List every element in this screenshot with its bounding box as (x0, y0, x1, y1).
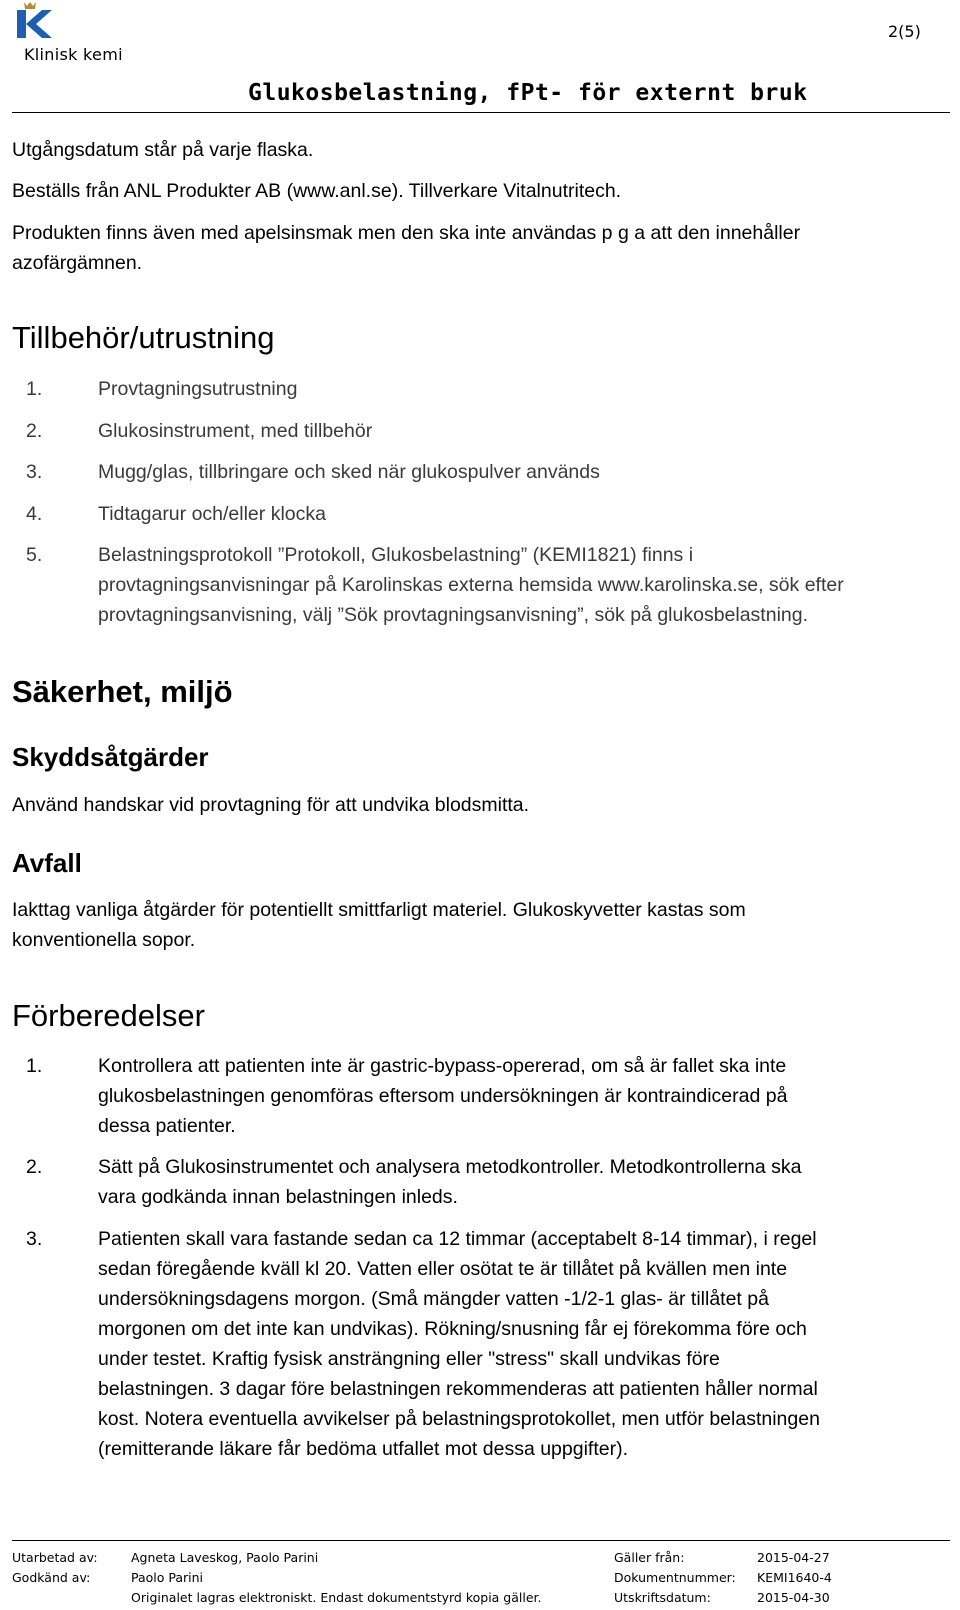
protection-heading: Skyddsåtgärder (12, 742, 209, 772)
preparation-item-line: morgonen om det inte kan undvikas). Rökning/snusning får ej förekomma före och (98, 1318, 807, 1340)
preparation-item-line: dessa patienter. (98, 1115, 236, 1137)
equipment-item: Tidtagarur och/eller klocka (98, 503, 326, 525)
equipment-item: Belastningsprotokoll ”Protokoll, Glukosbelastning” (KEMI1821) finns i (98, 544, 694, 566)
preparation-item-num: 3. (26, 1228, 43, 1250)
equipment-item-line: provtagningsanvisningar på Karolinskas externa hemsida www.karolinska.se, sök efter (98, 574, 844, 596)
preparation-item-line: undersökningsdagens morgon. (Små mängder vatten -1/2-1 glas- är tillåtet på (98, 1288, 769, 1310)
preparations-heading: Förberedelser (12, 998, 205, 1033)
footer-divider (12, 1540, 950, 1541)
equipment-item-num: 4. (26, 503, 43, 525)
page-number: 2(5) (888, 22, 921, 41)
preparation-item-line: Kontrollera att patienten inte är gastric-bypass-opererad, om så är fallet ska inte (98, 1055, 787, 1077)
waste-text-line2: konventionella sopor. (12, 929, 196, 951)
protection-text: Använd handskar vid provtagning för att undvika blodsmitta. (12, 794, 530, 816)
print-date-value: 2015-04-30 (757, 1590, 830, 1605)
valid-from-value: 2015-04-27 (757, 1550, 830, 1565)
preparation-item-line: vara godkända innan belastningen inleds. (98, 1186, 458, 1208)
equipment-item: Glukosinstrument, med tillbehör (98, 420, 373, 442)
safety-heading: Säkerhet, miljö (12, 674, 233, 709)
intro-order: Beställs från ANL Produkter AB (www.anl.se). Tillverkare Vitalnutritech. (12, 180, 622, 202)
intro-flavor-line2: azofärgämnen. (12, 252, 143, 274)
preparation-item-line: (remitterande läkare får bedöma utfallet mot dessa uppgifter). (98, 1438, 629, 1460)
equipment-item-num: 2. (26, 420, 43, 442)
preparation-item-line: glukosbelastningen genomföras eftersom undersökningen är kontraindicerad på (98, 1085, 788, 1107)
preparation-item-num: 2. (26, 1156, 43, 1178)
preparation-item-line: Sätt på Glukosinstrumentet och analysera metodkontroller. Metodkontrollerna ska (98, 1156, 802, 1178)
approved-by-label: Godkänd av: (12, 1570, 91, 1585)
print-date-label: Utskriftsdatum: (614, 1590, 711, 1605)
document-number-value: KEMI1640-4 (757, 1570, 832, 1585)
intro-expiry: Utgångsdatum står på varje flaska. (12, 139, 314, 161)
equipment-item: Provtagningsutrustning (98, 378, 298, 400)
prepared-by-value: Agneta Laveskog, Paolo Parini (131, 1550, 319, 1565)
header-divider (12, 112, 950, 113)
preparation-item-line: under testet. Kraftig fysisk ansträngning eller "stress" skall undvikas före (98, 1348, 720, 1370)
equipment-heading: Tillbehör/utrustning (12, 320, 275, 355)
prepared-by-label: Utarbetad av: (12, 1550, 98, 1565)
preparation-item-line: Patienten skall vara fastande sedan ca 12 timmar (acceptabelt 8-14 timmar), i regel (98, 1228, 817, 1250)
equipment-item-num: 3. (26, 461, 43, 483)
valid-from-label: Gäller från: (614, 1550, 685, 1565)
storage-note: Originalet lagras elektroniskt. Endast dokumentstyrd kopia gäller. (131, 1590, 542, 1605)
preparation-item-line: belastningen. 3 dagar före belastningen rekommenderas att patienten håller normal (98, 1378, 818, 1400)
preparation-item-num: 1. (26, 1055, 43, 1077)
equipment-item: Mugg/glas, tillbringare och sked när glukospulver används (98, 461, 600, 483)
equipment-item-line: provtagningsanvisning, välj ”Sök provtagningsanvisning”, sök på glukosbelastning. (98, 604, 809, 626)
document-number-label: Dokumentnummer: (614, 1570, 736, 1585)
waste-heading: Avfall (12, 848, 82, 878)
org-name: Klinisk kemi (24, 45, 123, 64)
approved-by-value: Paolo Parini (131, 1570, 204, 1585)
karolinska-logo (14, 0, 54, 40)
preparation-item-line: sedan föregående kväll kl 20. Vatten eller osötat te är tillåtet på kvällen men inte (98, 1258, 788, 1280)
preparation-item-line: kost. Notera eventuella avvikelser på belastningsprotokollet, men utför belastningen (98, 1408, 820, 1430)
document-title: Glukosbelastning, fPt- för externt bruk (248, 80, 808, 106)
intro-flavor-line1: Produkten finns även med apelsinsmak men den ska inte användas p g a att den innehåller (12, 222, 801, 244)
waste-text-line1: Iakttag vanliga åtgärder för potentiellt smittfarligt materiel. Glukoskyvetter kastas som (12, 899, 746, 921)
logo-k-icon (14, 0, 54, 40)
equipment-item-num: 5. (26, 544, 43, 566)
equipment-item-num: 1. (26, 378, 43, 400)
